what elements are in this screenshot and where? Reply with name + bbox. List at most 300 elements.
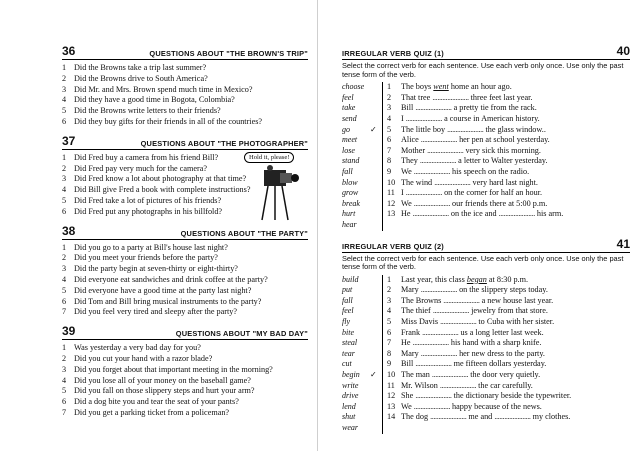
sentence-text — [401, 275, 528, 286]
sentence-text — [401, 359, 546, 370]
section-title: QUESTIONS ABOUT "THE PARTY" — [180, 228, 308, 238]
question-list — [62, 63, 308, 128]
sentence-start: He — [401, 209, 413, 219]
question-text: Did Fred put any photographs in his billfold? — [74, 206, 223, 216]
sentence-text — [401, 178, 538, 189]
verb-item — [342, 156, 382, 167]
question-item — [62, 85, 308, 96]
sentence-text — [401, 317, 554, 328]
sentence-end: his hand with a sharp knife. — [448, 338, 542, 348]
question-text: Did everyone eat sandwiches and drink coffee at the party? — [74, 274, 268, 284]
sentence-item — [387, 156, 563, 167]
question-number: 5 — [62, 285, 67, 295]
question-item — [62, 253, 308, 264]
verb-text: grow — [342, 188, 359, 198]
example-answer: began — [466, 274, 487, 284]
sentence-start: The little boy — [401, 124, 448, 134]
question-section — [62, 134, 308, 218]
sentence-item — [387, 317, 571, 328]
verb-item — [342, 135, 382, 146]
sentence-item — [387, 381, 571, 392]
question-item — [62, 63, 308, 74]
sentence-end: a new house last year. — [479, 295, 554, 305]
sentence-start: Last year, this class — [401, 274, 467, 284]
sentence-item — [387, 306, 571, 317]
answer-blank[interactable]: ...................... — [434, 177, 471, 187]
verb-item — [342, 93, 382, 104]
question-number: 7 — [62, 307, 67, 317]
answer-blank[interactable]: ...................... — [405, 113, 443, 123]
answer-blank[interactable]: ...................... — [413, 401, 450, 411]
sentence-end: very sick this morning. — [463, 145, 541, 155]
sentence-text — [401, 285, 548, 296]
question-number: 1 — [62, 343, 67, 353]
question-item — [62, 365, 308, 376]
sentence-number: 8 — [387, 156, 392, 166]
sentence-start: Alice — [401, 135, 421, 145]
answer-blank[interactable]: ...................... — [405, 188, 443, 198]
sentence-text — [401, 93, 532, 104]
question-number: 5 — [62, 195, 67, 205]
sentence-item — [387, 359, 571, 370]
sentence-number: 9 — [387, 359, 392, 369]
verb-text: cut — [342, 359, 352, 369]
question-item — [62, 343, 308, 354]
answer-blank[interactable]: ...................... — [439, 380, 477, 390]
sentence-start: Miss Davis — [401, 317, 441, 327]
sentence-start: They — [401, 156, 420, 166]
sentence-item — [387, 402, 571, 413]
sentence-text — [401, 296, 553, 307]
sentence-end: a pretty tie from the rack. — [451, 103, 537, 113]
sentence-start: We — [401, 166, 414, 176]
question-item — [62, 386, 308, 397]
answer-blank[interactable]: ...................... — [413, 198, 450, 208]
sentence-end: his speech on the radio. — [450, 166, 530, 176]
question-text: Was yesterday a very bad day for you? — [74, 343, 201, 353]
question-list — [62, 243, 308, 319]
question-text: Did you meet your friends before the party? — [74, 253, 218, 263]
verb-text: choose — [342, 82, 365, 92]
verb-item — [342, 412, 382, 423]
sentence-start: We — [401, 401, 414, 411]
sentence-number: 7 — [387, 145, 392, 155]
question-text: Did you fall on those slippery steps and hurt your arm? — [74, 386, 255, 396]
sentence-item — [387, 135, 563, 146]
page-number: 41 — [616, 236, 630, 251]
sentence-item — [387, 178, 563, 189]
verb-item — [342, 296, 382, 307]
question-number: 4 — [62, 274, 67, 284]
question-item — [62, 117, 308, 128]
answer-blank[interactable]: ...................... — [415, 103, 452, 113]
sentence-start: The thief — [401, 306, 433, 316]
sentence-item — [387, 125, 563, 136]
sentence-item — [387, 93, 563, 104]
sentence-item — [387, 199, 563, 210]
question-number: 3 — [62, 364, 67, 374]
verb-item — [342, 167, 382, 178]
sentence-number: 2 — [387, 285, 392, 295]
verb-item — [342, 381, 382, 392]
right-page — [318, 0, 638, 451]
question-number: 6 — [62, 206, 67, 216]
answer-blank[interactable]: ...................... — [419, 156, 457, 166]
verb-list — [342, 275, 382, 434]
verb-text: tear — [342, 348, 355, 358]
quiz-body — [342, 275, 630, 434]
question-item — [62, 286, 308, 297]
speech-bubble: Hold it, please! — [244, 152, 294, 163]
question-text: Did Mr. and Mrs. Brown spend much time in Mexico? — [74, 84, 253, 94]
question-item — [62, 243, 308, 254]
answer-blank[interactable]: ...................... — [447, 124, 484, 134]
section-header — [62, 224, 308, 240]
verb-item — [342, 359, 382, 370]
answer-blank[interactable]: ...................... — [443, 295, 480, 305]
verb-text: build — [342, 274, 359, 284]
verb-text: send — [342, 113, 357, 123]
question-section — [62, 44, 308, 128]
sentence-number: 10 — [387, 370, 396, 380]
sentence-text — [401, 125, 546, 136]
verb-item — [342, 220, 382, 231]
sentence-list — [382, 82, 563, 230]
question-text: Did you lose all of your money on the baseball game? — [74, 375, 251, 385]
sentence-end: on the slippery steps today. — [457, 285, 548, 295]
answer-blank[interactable]: ...................... — [440, 317, 477, 327]
sentence-start: Mr. Wilson — [401, 380, 440, 390]
sentence-number: 3 — [387, 295, 392, 305]
sentence-number: 5 — [387, 124, 392, 134]
verb-quiz — [342, 237, 630, 434]
sentence-end: happy because of the news. — [450, 401, 542, 411]
question-text: Did you forget about that important meeting in the morning? — [74, 364, 273, 374]
sentence-text — [401, 328, 544, 339]
verb-item — [342, 188, 382, 199]
sentence-start: Bill — [401, 103, 416, 113]
answer-blank[interactable]: ...................... — [422, 327, 459, 337]
question-text: Did a dog bite you and tear the seat of your pants? — [74, 397, 239, 407]
verb-item — [342, 402, 382, 413]
photographer-illustration — [258, 164, 308, 227]
verb-text: lend — [342, 401, 356, 411]
sentence-item — [387, 146, 563, 157]
verb-item — [342, 285, 382, 296]
sentence-start: The dog — [401, 412, 431, 422]
sentence-number: 7 — [387, 338, 392, 348]
quiz-instructions: Select the correct verb for each sentence. Use each verb only once. Use only the past tense form of the verb. — [342, 253, 624, 272]
sentence-number: 3 — [387, 103, 392, 113]
verb-text: shut — [342, 412, 356, 422]
answer-blank[interactable]: ...................... — [415, 391, 452, 401]
question-number: 4 — [62, 95, 67, 105]
question-text: Did Fred pay very much for the camera? — [74, 163, 207, 173]
left-page — [0, 0, 318, 451]
sentence-number: 4 — [387, 306, 392, 316]
verb-text: feel — [342, 306, 354, 316]
sentence-end: my clothes. — [530, 412, 571, 422]
sentence-text — [401, 135, 550, 146]
sentence-item — [387, 296, 571, 307]
question-number: 2 — [62, 253, 67, 263]
question-number: 6 — [62, 296, 67, 306]
question-item — [62, 376, 308, 387]
sentence-end: his arm. — [534, 209, 564, 219]
sentence-number: 10 — [387, 177, 396, 187]
question-number: 3 — [62, 174, 67, 184]
sentence-end: three feet last year. — [468, 92, 533, 102]
sentence-end: the dictionary beside the typewriter. — [451, 391, 572, 401]
sentence-text — [401, 306, 548, 317]
sentence-text — [401, 114, 540, 125]
sentence-end: jewelry from that store. — [469, 306, 548, 316]
sentence-end: on the corner for half an hour. — [442, 188, 543, 198]
question-item — [62, 106, 308, 117]
question-text: Did you cut your hand with a razor blade? — [74, 353, 213, 363]
question-text: Did you feel very tired and sleepy after the party? — [74, 307, 237, 317]
sentence-text — [401, 381, 533, 392]
verb-item — [342, 328, 382, 339]
sentence-text — [401, 338, 541, 349]
question-text: Did they buy gifts for their friends in all of the countries? — [74, 116, 263, 126]
verb-text: drive — [342, 391, 359, 401]
sentence-item — [387, 103, 563, 114]
sentence-text — [401, 391, 571, 402]
question-text: Did everyone have a good time at the party last night? — [74, 285, 252, 295]
sentence-text — [401, 103, 537, 114]
verb-text: hurt — [342, 209, 356, 219]
verb-text: put — [342, 285, 353, 295]
sentence-text — [401, 188, 542, 199]
sentence-end: me and — [466, 412, 495, 422]
question-number: 4 — [62, 375, 67, 385]
sentence-start: Mary — [401, 348, 421, 358]
sentence-text — [401, 146, 541, 157]
answer-blank[interactable]: ...................... — [498, 209, 535, 219]
verb-text: bite — [342, 327, 354, 337]
answer-blank[interactable]: ...................... — [431, 370, 469, 380]
verb-text: fall — [342, 166, 353, 176]
sentence-number: 4 — [387, 113, 392, 123]
verb-item — [342, 103, 382, 114]
section-title: QUESTIONS ABOUT "MY BAD DAY" — [175, 329, 308, 339]
sentence-text — [401, 82, 512, 93]
sentence-item — [387, 114, 563, 125]
verb-item — [342, 317, 382, 328]
question-number: 3 — [62, 264, 67, 274]
sentence-number: 12 — [387, 198, 396, 208]
quiz-header — [342, 237, 630, 253]
question-text: Did the Browns write letters to their friends? — [74, 106, 221, 116]
sentence-item — [387, 82, 563, 93]
sentence-end: our friends there at 5:00 p.m. — [450, 198, 548, 208]
question-item — [62, 275, 308, 286]
question-text: Did you go to a party at Bill's house last night? — [74, 242, 228, 252]
sentence-end: very hard last night. — [470, 177, 538, 187]
verb-quiz — [342, 44, 630, 231]
question-item — [62, 307, 308, 318]
question-number: 7 — [62, 407, 67, 417]
sentence-end: the glass window.. — [483, 124, 546, 134]
verb-list — [342, 82, 382, 230]
section-number: 39 — [62, 324, 76, 339]
quiz-title: IRREGULAR VERB QUIZ (2) — [342, 241, 444, 251]
question-text: Did Fred buy a camera from his friend Bill? — [74, 152, 219, 162]
question-number: 2 — [62, 353, 67, 363]
sentence-start: The boys — [401, 82, 434, 92]
sentence-number: 9 — [387, 166, 392, 176]
question-number: 4 — [62, 185, 67, 195]
sentence-text — [401, 402, 542, 413]
verb-item — [342, 209, 382, 220]
question-text: Did Tom and Bill bring musical instruments to the party? — [74, 296, 262, 306]
verb-item — [342, 391, 382, 402]
question-number: 5 — [62, 386, 67, 396]
question-text: Did they have a good time in Bogota, Colombia? — [74, 95, 235, 105]
question-number: 6 — [62, 397, 67, 407]
sentence-start: Mary — [401, 285, 421, 295]
question-list — [62, 343, 308, 419]
verb-text: meet — [342, 135, 358, 145]
sentence-start: The wind — [401, 177, 435, 187]
question-item — [62, 95, 308, 106]
sentence-item — [387, 349, 571, 360]
question-text: Did Fred take a lot of pictures of his friends? — [74, 195, 222, 205]
sentence-number: 13 — [387, 401, 396, 411]
answer-blank[interactable]: ...................... — [420, 285, 458, 295]
sentence-number: 14 — [387, 412, 396, 422]
answer-blank[interactable]: ...................... — [432, 306, 470, 316]
answer-blank[interactable]: ...................... — [427, 145, 464, 155]
question-text: Did the Browns drive to South America? — [74, 73, 208, 83]
sentence-end: me fifteen dollars yesterday. — [451, 359, 547, 369]
question-number: 1 — [62, 63, 67, 72]
sentence-item — [387, 167, 563, 178]
sentence-number: 11 — [387, 380, 395, 390]
question-section — [62, 324, 308, 419]
quiz-title: IRREGULAR VERB QUIZ (1) — [342, 49, 444, 58]
question-number: 2 — [62, 73, 67, 83]
sentence-item — [387, 209, 563, 220]
section-header — [62, 324, 308, 340]
sentence-end: her new dress to the party. — [457, 348, 545, 358]
sentence-end: us a long letter last week. — [458, 327, 544, 337]
section-title: QUESTIONS ABOUT "THE BROWN'S TRIP" — [149, 49, 308, 58]
sentence-start: That tree — [401, 92, 433, 102]
answer-blank[interactable]: ...................... — [494, 412, 531, 422]
sentence-number: 2 — [387, 92, 392, 102]
question-text: Did Fred know a lot about photography at that time? — [74, 174, 247, 184]
verb-text: lose — [342, 145, 355, 155]
sentence-number: 8 — [387, 348, 392, 358]
question-item — [62, 408, 308, 419]
sentence-start: She — [401, 391, 416, 401]
answer-blank[interactable]: ...................... — [412, 209, 449, 219]
answer-blank[interactable]: ...................... — [420, 135, 458, 145]
sentence-text — [401, 167, 529, 178]
verb-item — [342, 114, 382, 125]
sentence-start: The Browns — [401, 295, 444, 305]
verb-item — [342, 146, 382, 157]
section-number: 37 — [62, 133, 76, 148]
question-text: Did the party begin at seven-thirty or eight-thirty? — [74, 264, 238, 274]
checkmark-icon: ✓ — [370, 370, 377, 380]
verb-text: wear — [342, 423, 358, 432]
question-text: Did you get a parking ticket from a policeman? — [74, 407, 230, 417]
verb-item — [342, 423, 382, 434]
verb-item — [342, 370, 382, 381]
section-title: QUESTIONS ABOUT "THE PHOTOGRAPHER" — [140, 138, 308, 148]
sentence-number: 13 — [387, 209, 396, 219]
sentence-item — [387, 391, 571, 402]
sentence-number: 6 — [387, 327, 392, 337]
question-number: 6 — [62, 116, 67, 126]
verb-item — [342, 275, 382, 286]
verb-text: blow — [342, 177, 358, 187]
sentence-item — [387, 285, 571, 296]
sentence-list — [382, 275, 571, 434]
sentence-text — [401, 349, 545, 360]
sentence-text — [401, 156, 548, 167]
answer-blank[interactable]: ...................... — [412, 338, 449, 348]
verb-item — [342, 306, 382, 317]
verb-text: go — [342, 124, 350, 134]
question-number: 5 — [62, 106, 67, 116]
sentence-start: Frank — [401, 327, 423, 337]
section-number: 36 — [62, 44, 76, 58]
sentence-number: 1 — [387, 274, 392, 284]
sentence-end: her pen at school yesterday. — [457, 135, 550, 145]
question-item — [62, 397, 308, 408]
verb-text: break — [342, 198, 360, 208]
quiz-header — [342, 44, 630, 60]
sentence-text — [401, 209, 563, 220]
answer-blank[interactable]: ...................... — [420, 348, 458, 358]
sentence-end: at 8:30 p.m. — [486, 274, 529, 284]
question-text: Did Bill give Fred a book with complete instructions? — [74, 185, 251, 195]
verb-text: feel — [342, 92, 354, 102]
answer-blank[interactable]: ...................... — [432, 92, 469, 102]
checkmark-icon: ✓ — [370, 124, 377, 134]
question-number: 1 — [62, 242, 67, 252]
sentence-start: I — [401, 188, 406, 198]
answer-blank[interactable]: ...................... — [413, 166, 450, 176]
verb-text: stand — [342, 156, 360, 166]
verb-text: fall — [342, 295, 353, 305]
verb-item — [342, 349, 382, 360]
question-number: 1 — [62, 152, 67, 162]
sentence-text — [401, 412, 570, 423]
answer-blank[interactable]: ...................... — [430, 412, 467, 422]
answer-blank[interactable]: ...................... — [415, 359, 452, 369]
sentence-start: He — [401, 338, 413, 348]
verb-item — [342, 125, 382, 136]
sentence-number: 11 — [387, 188, 395, 198]
sentence-end: the car carefully. — [476, 380, 533, 390]
section-header — [62, 44, 308, 60]
sentence-text — [401, 370, 540, 381]
question-item — [62, 354, 308, 365]
question-item — [62, 74, 308, 85]
quiz-instructions: Select the correct verb for each sentence. Use each verb only once. Use only the past tense form of the verb. — [342, 61, 624, 79]
sentence-start: We — [401, 198, 414, 208]
sentence-start: The man — [401, 370, 432, 380]
sentence-number: 6 — [387, 135, 392, 145]
sentence-start: I — [401, 113, 406, 123]
sentence-item — [387, 188, 563, 199]
section-number: 38 — [62, 223, 76, 238]
